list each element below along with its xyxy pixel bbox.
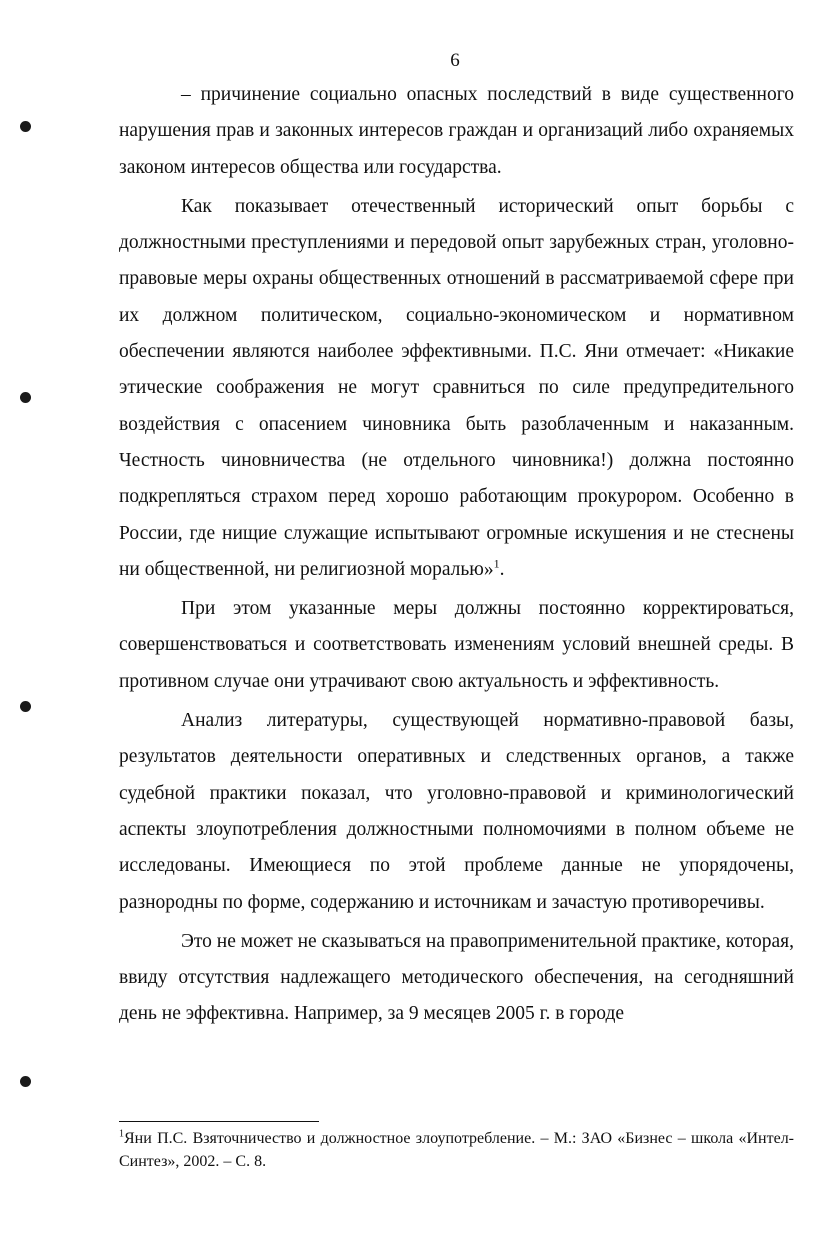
paragraph-2-tail: .: [499, 558, 505, 580]
main-text: [119, 77, 794, 1033]
punch-hole-mark: [20, 701, 31, 712]
paragraph-2: [119, 189, 794, 588]
paragraph-2-text: Как показывает отечественный исторический опыт борьбы с должностными преступлениями и передовой опыт зарубежных стран, уголовно-правовые меры охраны общественных отношений в рассматриваемой сфере при их должном политическом, социально-экономическом и нормативном обеспечении являются наиболее эффективными. П.С. Яни отмечает: «Никакие этические соображения не могут сравниться по силе предупредительного воздействия с опасением чиновника быть разоблаченным и наказанным. Честность чиновничества (не отдельного чиновника!) должна постоянно подкрепляться страхом перед хорошо работающим прокурором. Особенно в России, где нищие служащие испытывают огромные искушения и не стеснены ни общественной, ни религиозной моралью»: [119, 195, 794, 580]
footnote-text: Яни П.С. Взяточничество и должностное злоупотребление. – М.: ЗАО «Бизнес – школа «Интел-Синтез», 2002. – С. 8.: [119, 1130, 794, 1170]
paragraph-5: Это не может не сказываться на правоприменительной практике, которая, ввиду отсутствия надлежащего методического обеспечения, на сегодняшний день не эффективна. Например, за 9 месяцев 2005 г. в городе: [119, 930, 794, 1025]
paragraph-1: – причинение социально опасных последствий в виде существенного нарушения прав и законных интересов граждан и организаций либо охраняемых законом интересов общества или государства.: [119, 84, 794, 178]
footnote-marker: 1: [119, 1128, 124, 1140]
footnote: [119, 1127, 794, 1173]
paragraph-3: При этом указанные меры должны постоянно корректироваться, совершенствоваться и соответствовать изменениям условий внешней среды. В противном случае они утрачивают свою актуальность и эффективность.: [119, 598, 794, 692]
footnote-separator: [119, 1121, 319, 1122]
punch-hole-mark: [20, 392, 31, 403]
punch-hole-mark: [20, 121, 31, 132]
punch-hole-mark: [20, 1076, 31, 1087]
footnote-reference: 1: [493, 556, 500, 571]
paragraph-4: Анализ литературы, существующей нормативно-правовой базы, результатов деятельности оперативных и следственных органов, а также судебной практики показал, что уголовно-правовой и криминологический аспекты злоупотребления должностными полномочиями в полном объеме не исследованы. Имеющиеся по этой проблеме данные не упорядочены, разнородны по форме, содержанию и источникам и зачастую противоречивы.: [119, 710, 794, 913]
page-number: 6: [450, 50, 460, 71]
